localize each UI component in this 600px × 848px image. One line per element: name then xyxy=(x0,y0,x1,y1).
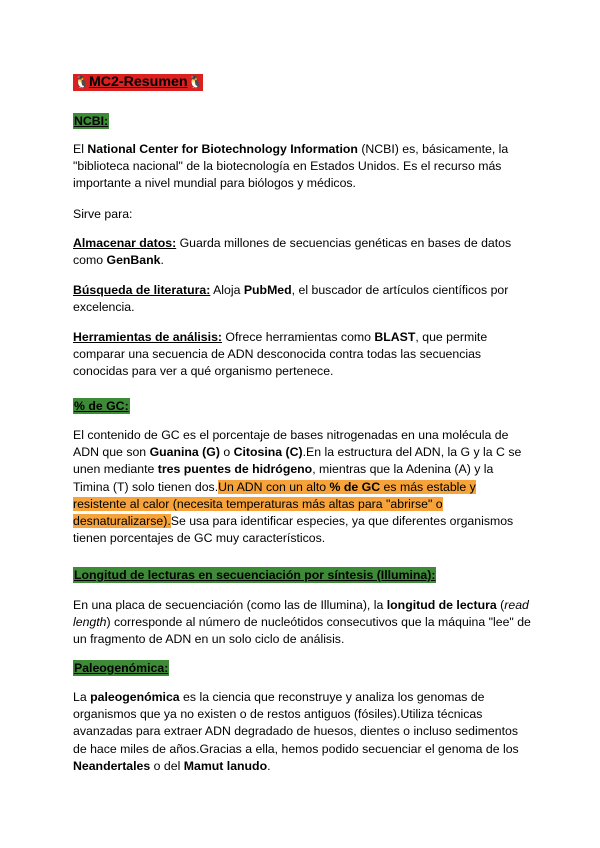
penguin-icon: 🐧 xyxy=(74,75,89,89)
highlighted-text: Un ADN con un alto % de GC es más estable y resistente al calor (necesita temperaturas más altas para "abrirse" o desnaturalizarse). xyxy=(73,479,476,529)
ncbi-item: Búsqueda de literatura: Aloja PubMed, el buscador de artículos científicos por excelencia. xyxy=(73,283,509,315)
illumina-paragraph: En una placa de secuenciación (como las de Illumina), la longitud de lectura (read length) corresponde al número de nucleótidos consecutivos que la máquina "lee" de un fragmento de ADN en un solo ciclo de análisis. xyxy=(73,598,531,647)
section-heading-paleo: Paleogenómica: xyxy=(74,661,169,675)
section-heading-gc: % de GC: xyxy=(74,399,129,413)
section-heading-ncbi: NCBI: xyxy=(74,114,109,128)
title-text: MC2-Resumen xyxy=(88,74,188,90)
ncbi-intro: El National Center for Biotechnology Information (NCBI) es, básicamente, la "biblioteca nacional" de la biotecnología en Estados Unidos. Es el recurso más importante a nivel mundial para biólogos y médicos. xyxy=(73,142,509,191)
penguin-icon: 🐧 xyxy=(187,75,203,89)
ncbi-item: Herramientas de análisis: Ofrece herramientas como BLAST, que permite comparar una secuencia de ADN desconocida contra todas las secuencias conocidas para ver a qué organismo pertenece. xyxy=(73,330,488,379)
ncbi-serves-label: Sirve para: xyxy=(73,207,133,221)
document-title xyxy=(73,74,203,91)
paleo-paragraph: La paleogenómica es la ciencia que reconstruye y analiza los genomas de organismos que ya no existen o de restos antiguos (fósiles).Utiliza técnicas avanzadas para extraer ADN degradado de huesos, dientes o incluso sedimentos de hace miles de años.Gracias a ella, hemos podido secuenciar el genoma de los Neandertales o del Mamut lanudo. xyxy=(73,690,519,773)
ncbi-item: Almacenar datos: Guarda millones de secuencias genéticas en bases de datos como GenBank. xyxy=(73,236,512,268)
gc-paragraph: El contenido de GC es el porcentaje de bases nitrogenadas en una molécula de ADN que son Guanina (G) o Citosina (C).En la estructura del ADN, la G y la C se unen mediante tres puentes de hidrógeno, mientras que la Adenina (A) y la Timina (T) solo tienen dos.Un ADN con un alto % de GC es más estable y resistente al calor (necesita temperaturas más altas para "abrirse" o desnaturalizarse).Se usa para identificar especies, ya que diferentes organismos tienen porcentajes de GC muy característicos. xyxy=(73,428,522,546)
section-heading-illumina: Longitud de lecturas en secuenciación por síntesis (Illumina): xyxy=(74,568,436,582)
